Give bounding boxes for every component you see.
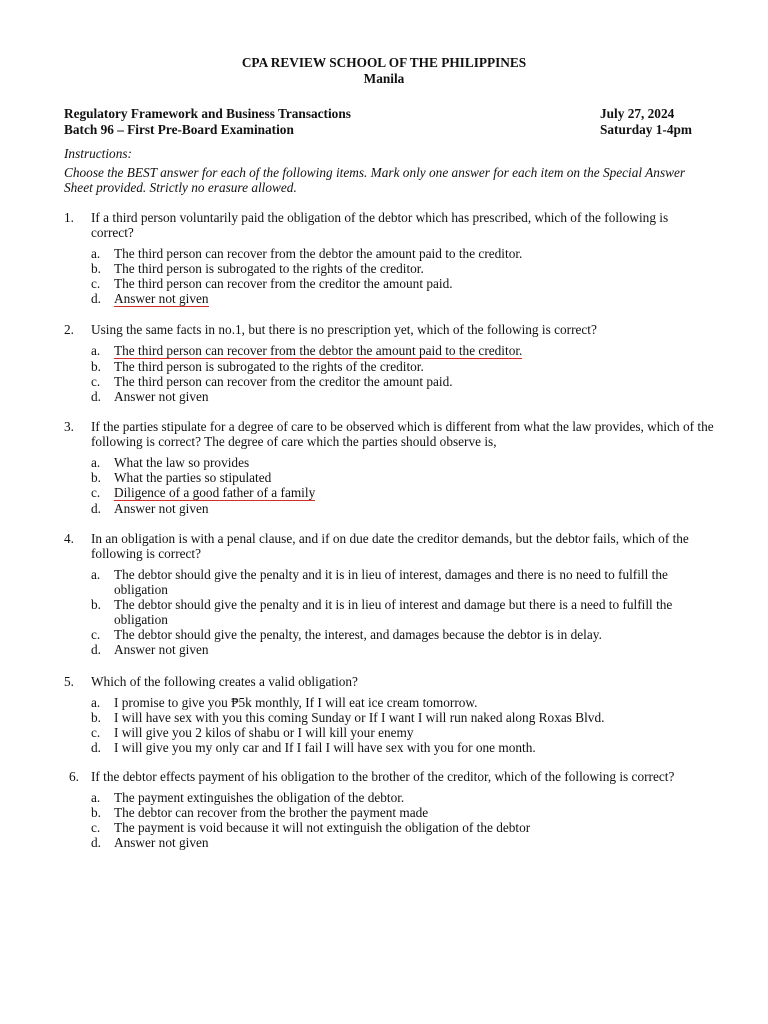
choice-letter: c. bbox=[91, 485, 101, 500]
selected-answer-mark bbox=[91, 291, 209, 307]
choice-item[interactable] bbox=[91, 567, 714, 597]
selected-answer-mark bbox=[91, 343, 523, 359]
question-number: 5. bbox=[64, 674, 74, 689]
choice-text: The debtor should give the penalty and it is in lieu of interest and damage but there is a need to fulfill the obligation bbox=[114, 597, 673, 627]
choice-letter: c. bbox=[91, 276, 101, 291]
choice-item[interactable] bbox=[91, 389, 714, 404]
choice-list bbox=[91, 695, 714, 755]
instructions-body: Choose the BEST answer for each of the following items. Mark only one answer for each item on the Special Answer Sheet provided. Strictly no erasure allowed. bbox=[64, 165, 686, 195]
school-city: Manila bbox=[363, 71, 405, 86]
choice-letter: c. bbox=[91, 627, 101, 642]
choice-letter: d. bbox=[91, 740, 101, 755]
choice-text: The third person can recover from the debtor the amount paid to the creditor. bbox=[114, 343, 523, 358]
choice-item[interactable] bbox=[91, 805, 714, 820]
question-text: If a third person voluntarily paid the obligation of the debtor which has prescribed, which of the following is correct? bbox=[91, 210, 669, 240]
choice-text: The third person can recover from the creditor the amount paid. bbox=[114, 374, 453, 389]
choice-text: Diligence of a good father of a family bbox=[114, 485, 316, 500]
choice-list bbox=[91, 246, 714, 307]
choice-letter: d. bbox=[91, 389, 101, 404]
choice-text: I promise to give you ₱5k monthly, If I will eat ice cream tomorrow. bbox=[114, 695, 478, 710]
choice-letter: a. bbox=[91, 695, 101, 710]
choice-letter: b. bbox=[91, 359, 101, 374]
question-text: Using the same facts in no.1, but there is no prescription yet, which of the following is correct? bbox=[91, 322, 597, 337]
instructions-title: Instructions: bbox=[64, 146, 132, 161]
question-number: 4. bbox=[64, 531, 74, 546]
question-5 bbox=[64, 674, 714, 755]
choice-letter: b. bbox=[91, 597, 101, 612]
choice-text: The third person is subrogated to the rights of the creditor. bbox=[114, 261, 424, 276]
choice-letter: a. bbox=[91, 455, 101, 470]
choice-item[interactable] bbox=[91, 820, 714, 835]
question-number: 2. bbox=[64, 322, 74, 337]
question-text: If the parties stipulate for a degree of care to be observed which is different from what the law provides, which of the following is correct? The degree of care which the parties should observe is, bbox=[91, 419, 714, 449]
choice-letter: d. bbox=[91, 835, 101, 850]
question-number: 1. bbox=[64, 210, 74, 225]
choice-text: The third person is subrogated to the rights of the creditor. bbox=[114, 359, 424, 374]
choice-list bbox=[91, 567, 714, 657]
choice-list bbox=[91, 455, 714, 516]
choice-text: The debtor should give the penalty, the interest, and damages because the debtor is in delay. bbox=[114, 627, 602, 642]
choice-item[interactable] bbox=[91, 501, 714, 516]
choice-text: Answer not given bbox=[114, 389, 209, 404]
choice-letter: d. bbox=[91, 291, 101, 306]
choice-text: Answer not given bbox=[114, 835, 209, 850]
choice-text: What the parties so stipulated bbox=[114, 470, 272, 485]
choice-letter: d. bbox=[91, 642, 101, 657]
exam-date: July 27, 2024 bbox=[600, 106, 675, 121]
choice-text: Answer not given bbox=[114, 642, 209, 657]
exam-time: Saturday 1-4pm bbox=[600, 122, 692, 137]
choice-letter: b. bbox=[91, 805, 101, 820]
choice-text: I will have sex with you this coming Sunday or If I want I will run naked along Roxas Blvd. bbox=[114, 710, 605, 725]
school-name: CPA REVIEW SCHOOL OF THE PHILIPPINES bbox=[241, 55, 527, 70]
choice-item[interactable] bbox=[91, 276, 714, 291]
choice-item[interactable] bbox=[91, 740, 714, 755]
question-4 bbox=[64, 531, 714, 657]
question-number: 6. bbox=[69, 769, 79, 784]
question-2 bbox=[64, 322, 714, 404]
choice-list bbox=[91, 343, 714, 404]
choice-letter: c. bbox=[91, 374, 101, 389]
choice-letter: a. bbox=[91, 246, 101, 261]
choice-item[interactable] bbox=[91, 790, 714, 805]
choice-text: I will give you my only car and If I fail I will have sex with you for one month. bbox=[114, 740, 536, 755]
question-1 bbox=[64, 210, 714, 307]
question-3 bbox=[64, 419, 714, 516]
choice-item[interactable] bbox=[91, 710, 714, 725]
choice-item-selected[interactable] bbox=[91, 343, 714, 359]
choice-item[interactable] bbox=[91, 597, 714, 627]
choice-text: The payment is void because it will not extinguish the obligation of the debtor bbox=[114, 820, 531, 835]
choice-letter: c. bbox=[91, 725, 101, 740]
choice-list bbox=[91, 790, 714, 850]
choice-text: Answer not given bbox=[114, 501, 209, 516]
choice-item[interactable] bbox=[91, 725, 714, 740]
question-6 bbox=[64, 769, 714, 850]
batch-title: Batch 96 – First Pre-Board Examination bbox=[64, 122, 294, 137]
choice-text: The debtor can recover from the brother the payment made bbox=[114, 805, 429, 820]
choice-text: The payment extinguishes the obligation of the debtor. bbox=[114, 790, 405, 805]
choice-text: The debtor should give the penalty and it is in lieu of interest, damages and there is no need to fulfill the obligation bbox=[114, 567, 668, 597]
choice-item[interactable] bbox=[91, 246, 714, 261]
choice-letter: b. bbox=[91, 470, 101, 485]
subject-title: Regulatory Framework and Business Transactions bbox=[64, 106, 351, 121]
choice-item[interactable] bbox=[91, 359, 714, 374]
choice-text: What the law so provides bbox=[114, 455, 250, 470]
choice-text: The third person can recover from the debtor the amount paid to the creditor. bbox=[114, 246, 523, 261]
choice-item[interactable] bbox=[91, 455, 714, 470]
choice-item-selected[interactable] bbox=[91, 485, 714, 501]
choice-item[interactable] bbox=[91, 470, 714, 485]
choice-letter: a. bbox=[91, 343, 101, 358]
choice-item[interactable] bbox=[91, 261, 714, 276]
choice-letter: a. bbox=[91, 567, 101, 582]
question-text: In an obligation is with a penal clause, and if on due date the creditor demands, but the debtor fails, which of the following is correct? bbox=[91, 531, 689, 561]
choice-item[interactable] bbox=[91, 374, 714, 389]
choice-text: I will give you 2 kilos of shabu or I will kill your enemy bbox=[114, 725, 414, 740]
choice-item[interactable] bbox=[91, 695, 714, 710]
choice-item[interactable] bbox=[91, 835, 714, 850]
selected-answer-mark bbox=[91, 485, 316, 501]
choice-item[interactable] bbox=[91, 642, 714, 657]
choice-letter: b. bbox=[91, 710, 101, 725]
choice-letter: a. bbox=[91, 790, 101, 805]
choice-letter: c. bbox=[91, 820, 101, 835]
question-text: If the debtor effects payment of his obligation to the brother of the creditor, which of the following is correct? bbox=[91, 769, 675, 784]
question-text: Which of the following creates a valid obligation? bbox=[91, 674, 358, 689]
choice-text: The third person can recover from the creditor the amount paid. bbox=[114, 276, 453, 291]
choice-letter: d. bbox=[91, 501, 101, 516]
choice-item[interactable] bbox=[91, 627, 714, 642]
choice-text: Answer not given bbox=[114, 291, 209, 306]
question-number: 3. bbox=[64, 419, 74, 434]
choice-letter: b. bbox=[91, 261, 101, 276]
choice-item-selected[interactable] bbox=[91, 291, 714, 307]
